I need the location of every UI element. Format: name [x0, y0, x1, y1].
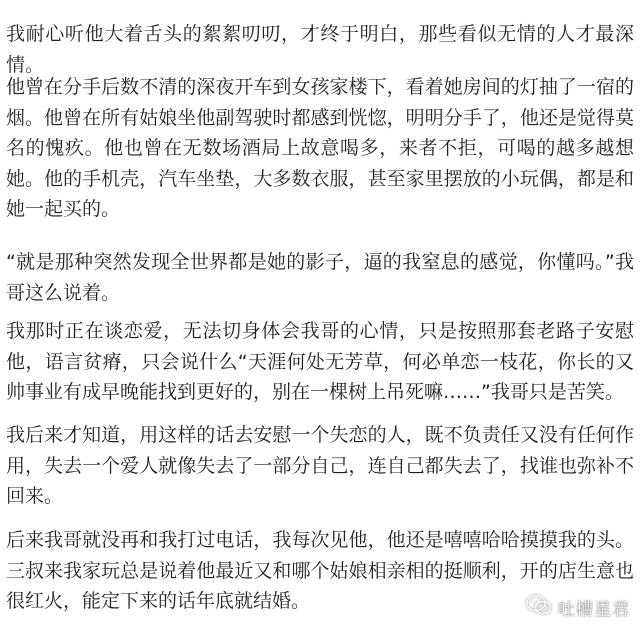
paragraph-4: 我那时正在谈恋爱，无法切身体会我哥的心情，只是按照那套老路子安慰他，语言贫瘠，只会说什么“天涯何处无芳草，何必单恋一枝花，你长的又帅事业有成早晚能找到更好的，别在一棵树上吊死嘛……”我哥只是苦笑。: [6, 320, 634, 403]
paragraph-2: 他曾在分手后数不清的深夜开车到女孩家楼下，看着她房间的灯抽了一宿的烟。他曾在所有姑娘坐他副驾驶时都感到恍惚，明明分手了，他还是觉得莫名的愧疚。他也曾在无数场酒局上故意喝多，来者不拒，可喝的越多越想她。他的手机壳，汽车坐垫，大多数衣服，甚至家里摆放的小玩偶，都是和她一起买的。: [6, 76, 634, 220]
paragraph-1: 我耐心听他大着舌头的絮絮叨叨，才终于明白，那些看似无情的人才最深情。: [6, 23, 634, 76]
wechat-icon: [526, 594, 552, 621]
watermark: [526, 594, 630, 621]
watermark-text: 吐槽星君: [558, 600, 630, 620]
paragraph-3: “就是那种突然发现全世界都是她的影子，逼的我窒息的感觉，你懂吗。”我哥这么说着。: [6, 251, 634, 304]
paragraph-6: 后来我哥就没再和我打过电话，我每次见他，他还是嘻嘻哈哈摸摸我的头。三叔来我家玩总是说着他最近又和哪个姑娘相亲相的挺顺利，开的店生意也很红火，能定下来的话年底就结婚。: [6, 529, 634, 612]
paragraph-5: 我后来才知道，用这样的话去安慰一个失恋的人，既不负责任又没有任何作用，失去一个爱人就像失去了一部分自己，连自己都失去了，找谁也弥补不回来。: [6, 424, 634, 507]
